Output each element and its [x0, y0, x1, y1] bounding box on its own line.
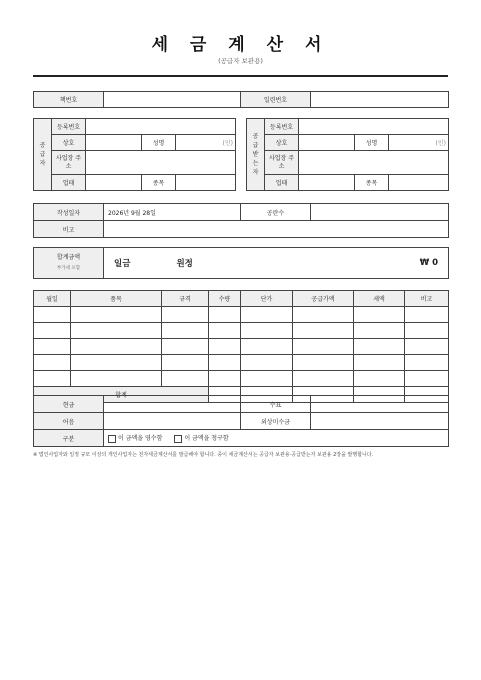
credit-field[interactable] [311, 413, 449, 430]
check-label: 수표 [241, 396, 311, 413]
item-cell[interactable] [209, 323, 241, 339]
items-header-date: 월일 [34, 291, 71, 307]
item-cell[interactable] [71, 323, 162, 339]
supplier-side-label: 공 급 자 [34, 119, 52, 191]
supplier-company-field[interactable] [86, 135, 142, 151]
buyer-company-label: 상호 [265, 135, 299, 151]
supplier-reg-no-field[interactable] [86, 119, 236, 135]
item-cell[interactable] [354, 355, 405, 371]
item-cell[interactable] [162, 323, 209, 339]
supplier-business-type-field[interactable] [86, 175, 142, 191]
item-cell[interactable] [405, 371, 449, 387]
total-prefix: 일금 [114, 259, 131, 269]
supplier-item-type-field[interactable] [176, 175, 236, 191]
table-row [34, 339, 449, 355]
item-cell[interactable] [162, 371, 209, 387]
payment-table [33, 395, 449, 447]
item-cell[interactable] [405, 307, 449, 323]
items-header-unit-price: 단가 [241, 291, 293, 307]
buyer-address-label: 사업장 주소 [265, 151, 299, 175]
supplier-item-type-label: 종목 [142, 175, 176, 191]
buyer-table [246, 118, 449, 191]
buyer-item-type-field[interactable] [389, 175, 449, 191]
item-cell[interactable] [34, 307, 71, 323]
total-amount: ₩ 0 [419, 258, 438, 268]
blank-count-label: 공란수 [241, 204, 311, 221]
supplier-company-label: 상호 [52, 135, 86, 151]
items-header-supply-value: 공급가액 [293, 291, 354, 307]
buyer-item-type-label: 종목 [355, 175, 389, 191]
supplier-table [33, 118, 236, 191]
item-cell[interactable] [162, 307, 209, 323]
buyer-reg-no-field[interactable] [299, 119, 449, 135]
item-cell[interactable] [241, 371, 293, 387]
cash-field[interactable] [104, 396, 241, 413]
items-header-remarks: 비고 [405, 291, 449, 307]
item-cell[interactable] [34, 339, 71, 355]
page-title: 세 금 계 산 서 [151, 35, 330, 55]
buyer-business-type-label: 업태 [265, 175, 299, 191]
total-suffix: 원정 [176, 259, 193, 269]
item-cell[interactable] [209, 355, 241, 371]
claim-checkbox[interactable] [174, 435, 182, 443]
supplier-name-label: 성명 [142, 135, 176, 151]
buyer-reg-no-label: 등록번호 [265, 119, 299, 135]
info-table [33, 203, 449, 238]
item-cell[interactable] [209, 307, 241, 323]
item-cell[interactable] [405, 355, 449, 371]
items-header-qty: 수량 [209, 291, 241, 307]
item-cell[interactable] [354, 323, 405, 339]
note-label: 어음 [34, 413, 104, 430]
item-cell[interactable] [241, 323, 293, 339]
receipt-checkbox[interactable] [108, 435, 116, 443]
item-cell[interactable] [71, 355, 162, 371]
total-sublabel: 부가세 포함 [56, 265, 81, 271]
blank-count-field[interactable] [311, 204, 449, 221]
item-cell[interactable] [71, 371, 162, 387]
book-no-field[interactable] [104, 92, 241, 108]
supplier-address-field[interactable] [86, 151, 236, 175]
remarks-label: 비고 [34, 221, 104, 238]
item-cell[interactable] [71, 307, 162, 323]
item-cell[interactable] [293, 323, 354, 339]
supplier-seal[interactable]: (인) [176, 135, 236, 151]
page-subtitle: (공급자 보관용) [218, 57, 263, 65]
cash-label: 현금 [34, 396, 104, 413]
item-cell[interactable] [209, 371, 241, 387]
item-cell[interactable] [241, 339, 293, 355]
item-cell[interactable] [209, 339, 241, 355]
total-amount-cell[interactable] [104, 248, 449, 279]
type-label: 구분 [34, 430, 104, 447]
buyer-address-field[interactable] [299, 151, 449, 175]
items-table [33, 290, 449, 403]
items-header-item: 품목 [71, 291, 162, 307]
item-cell[interactable] [293, 371, 354, 387]
item-cell[interactable] [354, 307, 405, 323]
claim-option[interactable]: 이 금액을 청구함 [174, 435, 228, 442]
serial-no-label: 일련번호 [241, 92, 311, 108]
table-row [34, 355, 449, 371]
date-label: 작성일자 [34, 204, 104, 221]
serial-no-field[interactable] [311, 92, 449, 108]
item-cell[interactable] [162, 355, 209, 371]
buyer-company-field[interactable] [299, 135, 355, 151]
title-divider [33, 75, 448, 77]
book-table [33, 91, 449, 108]
item-cell[interactable] [34, 371, 71, 387]
buyer-side-label: 공 급 받 는 자 [247, 119, 265, 191]
note-field[interactable] [104, 413, 241, 430]
buyer-seal[interactable]: (인) [389, 135, 449, 151]
check-field[interactable] [311, 396, 449, 413]
item-cell[interactable] [354, 339, 405, 355]
table-row [34, 323, 449, 339]
items-header-tax: 세액 [354, 291, 405, 307]
item-cell[interactable] [241, 307, 293, 323]
buyer-business-type-field[interactable] [299, 175, 355, 191]
table-row [34, 371, 449, 387]
table-row [34, 307, 449, 323]
footnote: ※ 법인사업자와 일정 규모 이상의 개인사업자는 전자세금계산서를 발급해야 합니다. 종이 세금계산서는 공급자 보관용·공급받는자 보관용 2장을 발행합니다. [33, 452, 374, 458]
supplier-business-type-label: 업태 [52, 175, 86, 191]
item-cell[interactable] [71, 339, 162, 355]
item-cell[interactable] [354, 371, 405, 387]
supplier-address-label: 사업장 주소 [52, 151, 86, 175]
buyer-name-label: 성명 [355, 135, 389, 151]
total-label-cell [34, 248, 104, 279]
items-header-spec: 규격 [162, 291, 209, 307]
item-cell[interactable] [405, 339, 449, 355]
item-cell[interactable] [293, 307, 354, 323]
item-cell[interactable] [293, 339, 354, 355]
total-table [33, 247, 449, 279]
item-cell[interactable] [34, 323, 71, 339]
remarks-field[interactable] [104, 221, 449, 238]
type-options [104, 430, 449, 447]
date-field[interactable]: 2026년 9월 28일 [104, 204, 241, 221]
supplier-reg-no-label: 등록번호 [52, 119, 86, 135]
receipt-option[interactable]: 이 금액을 영수함 [108, 435, 162, 442]
item-cell[interactable] [405, 323, 449, 339]
book-no-label: 책번호 [34, 92, 104, 108]
item-cell[interactable] [241, 355, 293, 371]
item-cell[interactable] [293, 355, 354, 371]
items-header-row [34, 291, 449, 307]
credit-label: 외상미수금 [241, 413, 311, 430]
items-total-label: 합계 [34, 387, 209, 403]
total-label: 합계금액 [56, 253, 81, 261]
item-cell[interactable] [34, 355, 71, 371]
item-cell[interactable] [162, 339, 209, 355]
